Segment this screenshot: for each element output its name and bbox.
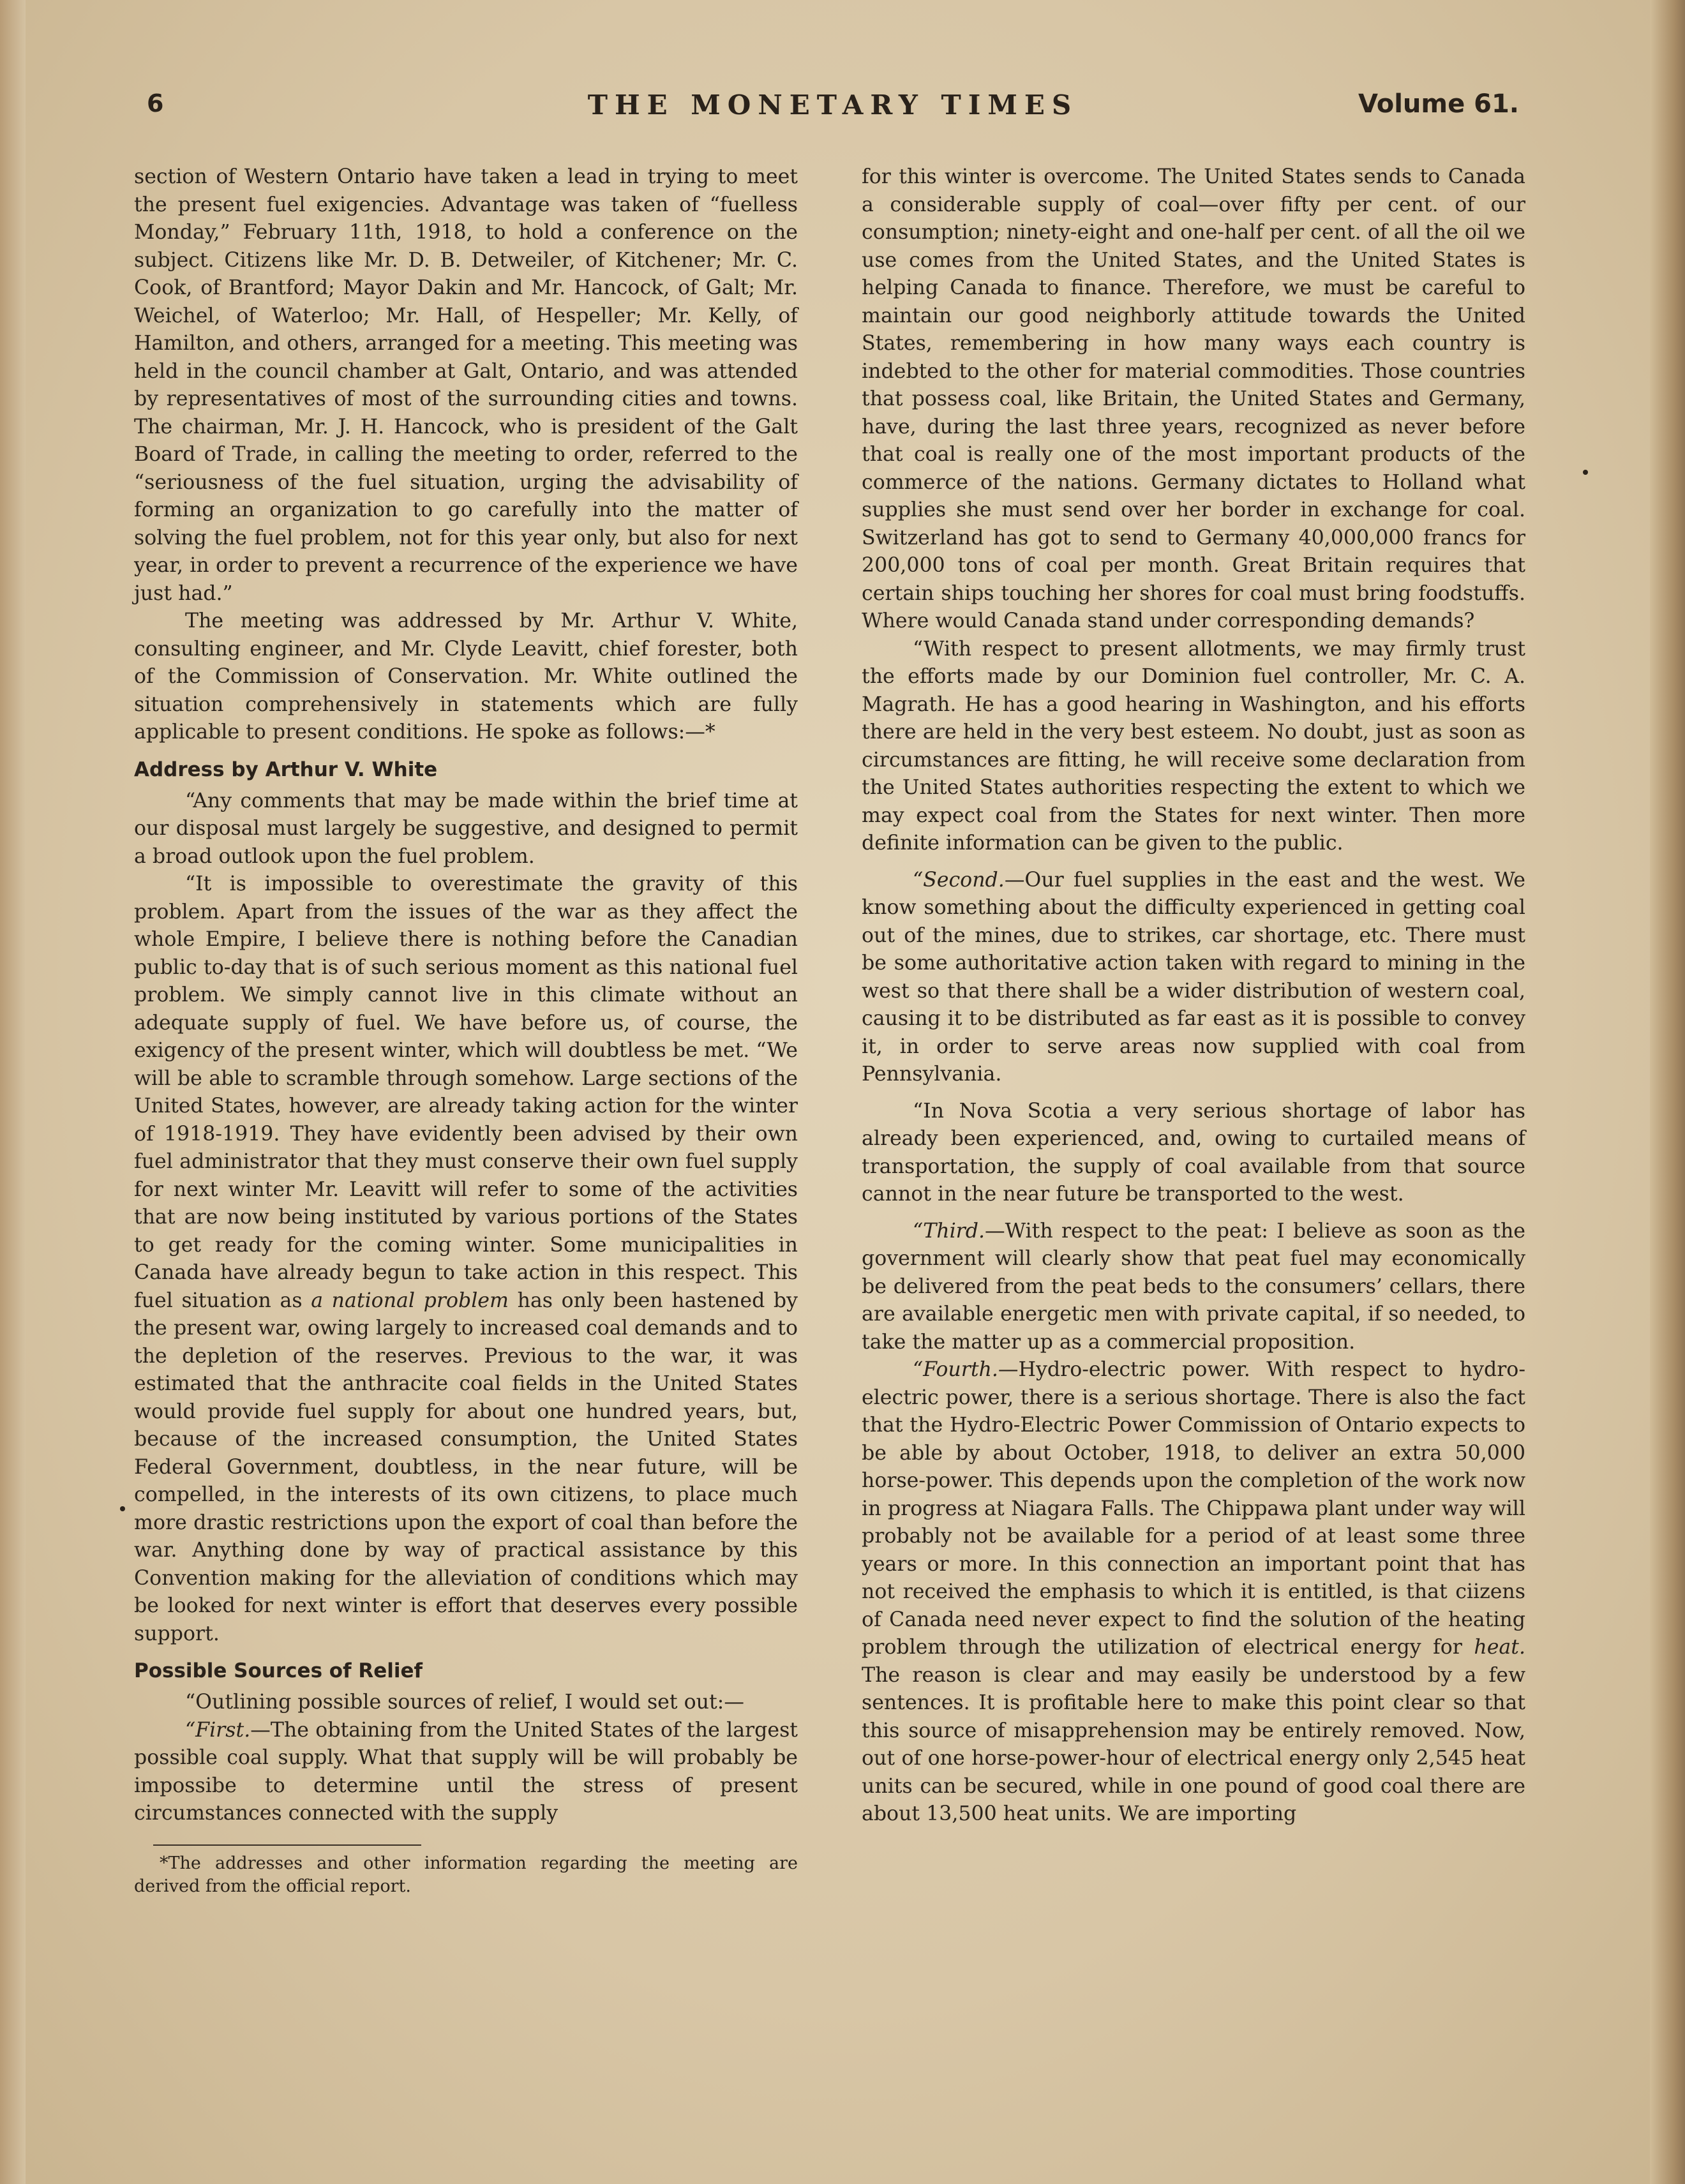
emphasis: heat. bbox=[1474, 1636, 1525, 1659]
paragraph: “It is impossible to overestimate the gravity of this problem. Apart from the issues of the war as they affect the whole Empire, I believe there is nothing before the Canadian public to-day that is of such serious moment as this national fuel problem. We simply cannot live in this climate without an adequate supply of fuel. We have before us, of course, the exigency of the present winter, which will doubtless be met. “We will be able to scramble through somehow. Large sections of the United States, however, are already taking action for the winter of 1918-1919. They have evidently been advised by their own fuel administrator that they must conserve their own fuel supply for next winter Mr. Leavitt will refer to some of the activities that are now being instituted by various portions of the States to get ready for the coming winter. Some municipalities in Canada have already begun to take action in this respect. This fuel situation as a national problem has only been hastened by the present war, owing largely to increased coal demands and to the depletion of the reserves. Previous to the war, it was estimated that the anthracite coal fields in the United States would provide fuel supply for about one hundred years, but, because of the increased consumption, the United States Federal Government, doubtless, in the near future, will be compelled, in the interests of its own citizens, to place much more drastic restrictions upon the export of coal than before the war. Anything done by way of practical assistance by this Convention making for the alleviation of conditions which may be looked for next winter is effort that deserves every possible support. bbox=[134, 872, 798, 1645]
section-heading: Possible Sources of Relief bbox=[134, 1659, 423, 1682]
paragraph: “Second.—Our fuel supplies in the east and the west. We know something about the difficulty experienced in getting coal out of the mines, due to strikes, car shortage, etc. There must be some authoritative action taken with regard to mining in the west so that there shall be a wider distribution of western coal, causing it to be distributed as far east as it is possible to convey it, in order to serve areas now supplied with coal from Pennsylvania. bbox=[862, 868, 1525, 1086]
paragraph: section of Western Ontario have taken a lead in trying to meet the present fuel exigencies. Advantage was taken of “fuelless Monday,” February 11th, 1918, to hold a conference on the subject. Citizens like Mr. D. B. Detweiler, of Kitchener; Mr. C. Cook, of Brantford; Mayor Dakin and Mr. Hancock, of Galt; Mr. Weichel, of Waterloo; Mr. Hall, of Hespeller; Mr. Kelly, of Hamilton, and others, arranged for a meeting. This meeting was held in the council chamber at Galt, Ontario, and was attended by representatives of most of the surrounding cities and towns. The chairman, Mr. J. H. Hancock, who is president of the Galt Board of Trade, in calling the meeting to order, referred to the “seriousness of the fuel situation, urging the advisability of forming an organization to go carefully into the matter of solving the fuel problem, not for this year only, but also for next year, in order to prevent a recurrence of the experience we have just had.” bbox=[134, 165, 798, 605]
volume-label: Volume 61. bbox=[1358, 89, 1519, 119]
ink-speck bbox=[1583, 470, 1588, 475]
emphasis: “First. bbox=[185, 1718, 251, 1742]
page-edge-left bbox=[0, 0, 26, 2184]
running-header bbox=[147, 89, 1519, 128]
paragraph: “Any comments that may be made within the brief time at our disposal must largely be suggestive, and designed to permit a broad outlook upon the fuel problem. bbox=[134, 789, 798, 868]
emphasis: “Third. bbox=[913, 1219, 985, 1243]
paragraph: for this winter is overcome. The United States sends to Canada a considerable supply of coal—over fifty per cent. of our consumption; ninety-eight and one-half per cent. of all the oil we use comes from the United States, and the United States is helping Canada to finance. Therefore, we must be careful to maintain our good neighborly attitude towards the United States, remembering in how many ways each country is indebted to the other for material commodities. Those countries that possess coal, like Britain, the United States and Germany, have, during the last three years, recognized as never before that coal is really one of the most important products of the commerce of the nations. Germany dictates to Holland what supplies she must send over her border in exchange for coal. Switzerland has got to send to Germany 40,000,000 francs for 200,000 tons of coal per month. Great Britain requires that certain ships touching her shores for coal must bring foodstuffs. Where would Canada stand under corresponding demands? bbox=[862, 165, 1525, 632]
paragraph: “In Nova Scotia a very serious shortage of labor has already been experienced, and, owing to curtailed means of transportation, the supply of coal available from that source cannot in the near future be transported to the west. bbox=[862, 1099, 1525, 1206]
section-heading: Address by Arthur V. White bbox=[134, 758, 438, 781]
paragraph: “Outlining possible sources of relief, I would set out:— bbox=[185, 1691, 744, 1714]
emphasis: “Second. bbox=[913, 868, 1005, 892]
ink-speck bbox=[120, 1506, 125, 1511]
right-column bbox=[862, 163, 1525, 1829]
paragraph: “Third.—With respect to the peat: I believe as soon as the government will clearly show that peat fuel may economically be delivered from the peat beds to the consumers’ cellars, there are available energetic men with private capital, if so needed, to take the matter up as a commercial proposition. bbox=[862, 1219, 1525, 1354]
paragraph: “First.—The obtaining from the United States of the largest possible coal supply. What that supply will be will probably be impossibe to determine until the stress of present circumstances connected with the supply bbox=[134, 1718, 798, 1825]
page-number: 6 bbox=[147, 89, 164, 117]
paragraph: “Fourth.—Hydro-electric power. With respect to hydro-electric power, there is a serious shortage. There is also the fact that the Hydro-Electric Power Commission of Ontario expects to be able by about October, 1918, to deliver an extra 50,000 horse-power. This depends upon the completion of the work now in progress at Niagara Falls. The Chippawa plant under way will probably not be available for a period of at least some three years or more. In this connection an important point that has not received the emphasis to which it is entitled, is that ciizens of Canada need never expect to find the solution of the heating problem through the utilization of electrical energy for heat. The reason is clear and may easily be understood by a few sentences. It is profitable here to make this point clear so that this source of misapprehension may be entirely removed. Now, out of one horse-power-hour of electrical energy only 2,545 heat units can be secured, while in one pound of good coal there are about 13,500 heat units. We are importing bbox=[862, 1358, 1525, 1825]
emphasis: a national problem bbox=[311, 1289, 509, 1312]
footnote: *The addresses and other information regarding the meeting are derived from the official report. bbox=[134, 1853, 798, 1896]
paragraph: The meeting was addressed by Mr. Arthur V. White, consulting engineer, and Mr. Clyde Leavitt, chief forester, both of the Commission of Conservation. Mr. White outlined the situation comprehensively in statements which are fully applicable to present conditions. He spoke as follows:—* bbox=[134, 610, 798, 744]
footnote-rule bbox=[153, 1844, 421, 1846]
left-column bbox=[134, 163, 798, 1898]
paragraph: “With respect to present allotments, we may firmly trust the efforts made by our Dominion fuel controller, Mr. C. A. Magrath. He has a good hearing in Washington, and his efforts there are held in the very best esteem. No doubt, just as soon as circumstances are fitting, he will receive some declaration from the United States authorities respecting the extent to which we may expect coal from the States for next winter. Then more definite information can be given to the public. bbox=[862, 637, 1525, 855]
journal-title: THE MONETARY TIMES bbox=[587, 89, 1079, 121]
emphasis: “Fourth. bbox=[913, 1358, 998, 1381]
page-edge-right bbox=[1650, 0, 1685, 2184]
